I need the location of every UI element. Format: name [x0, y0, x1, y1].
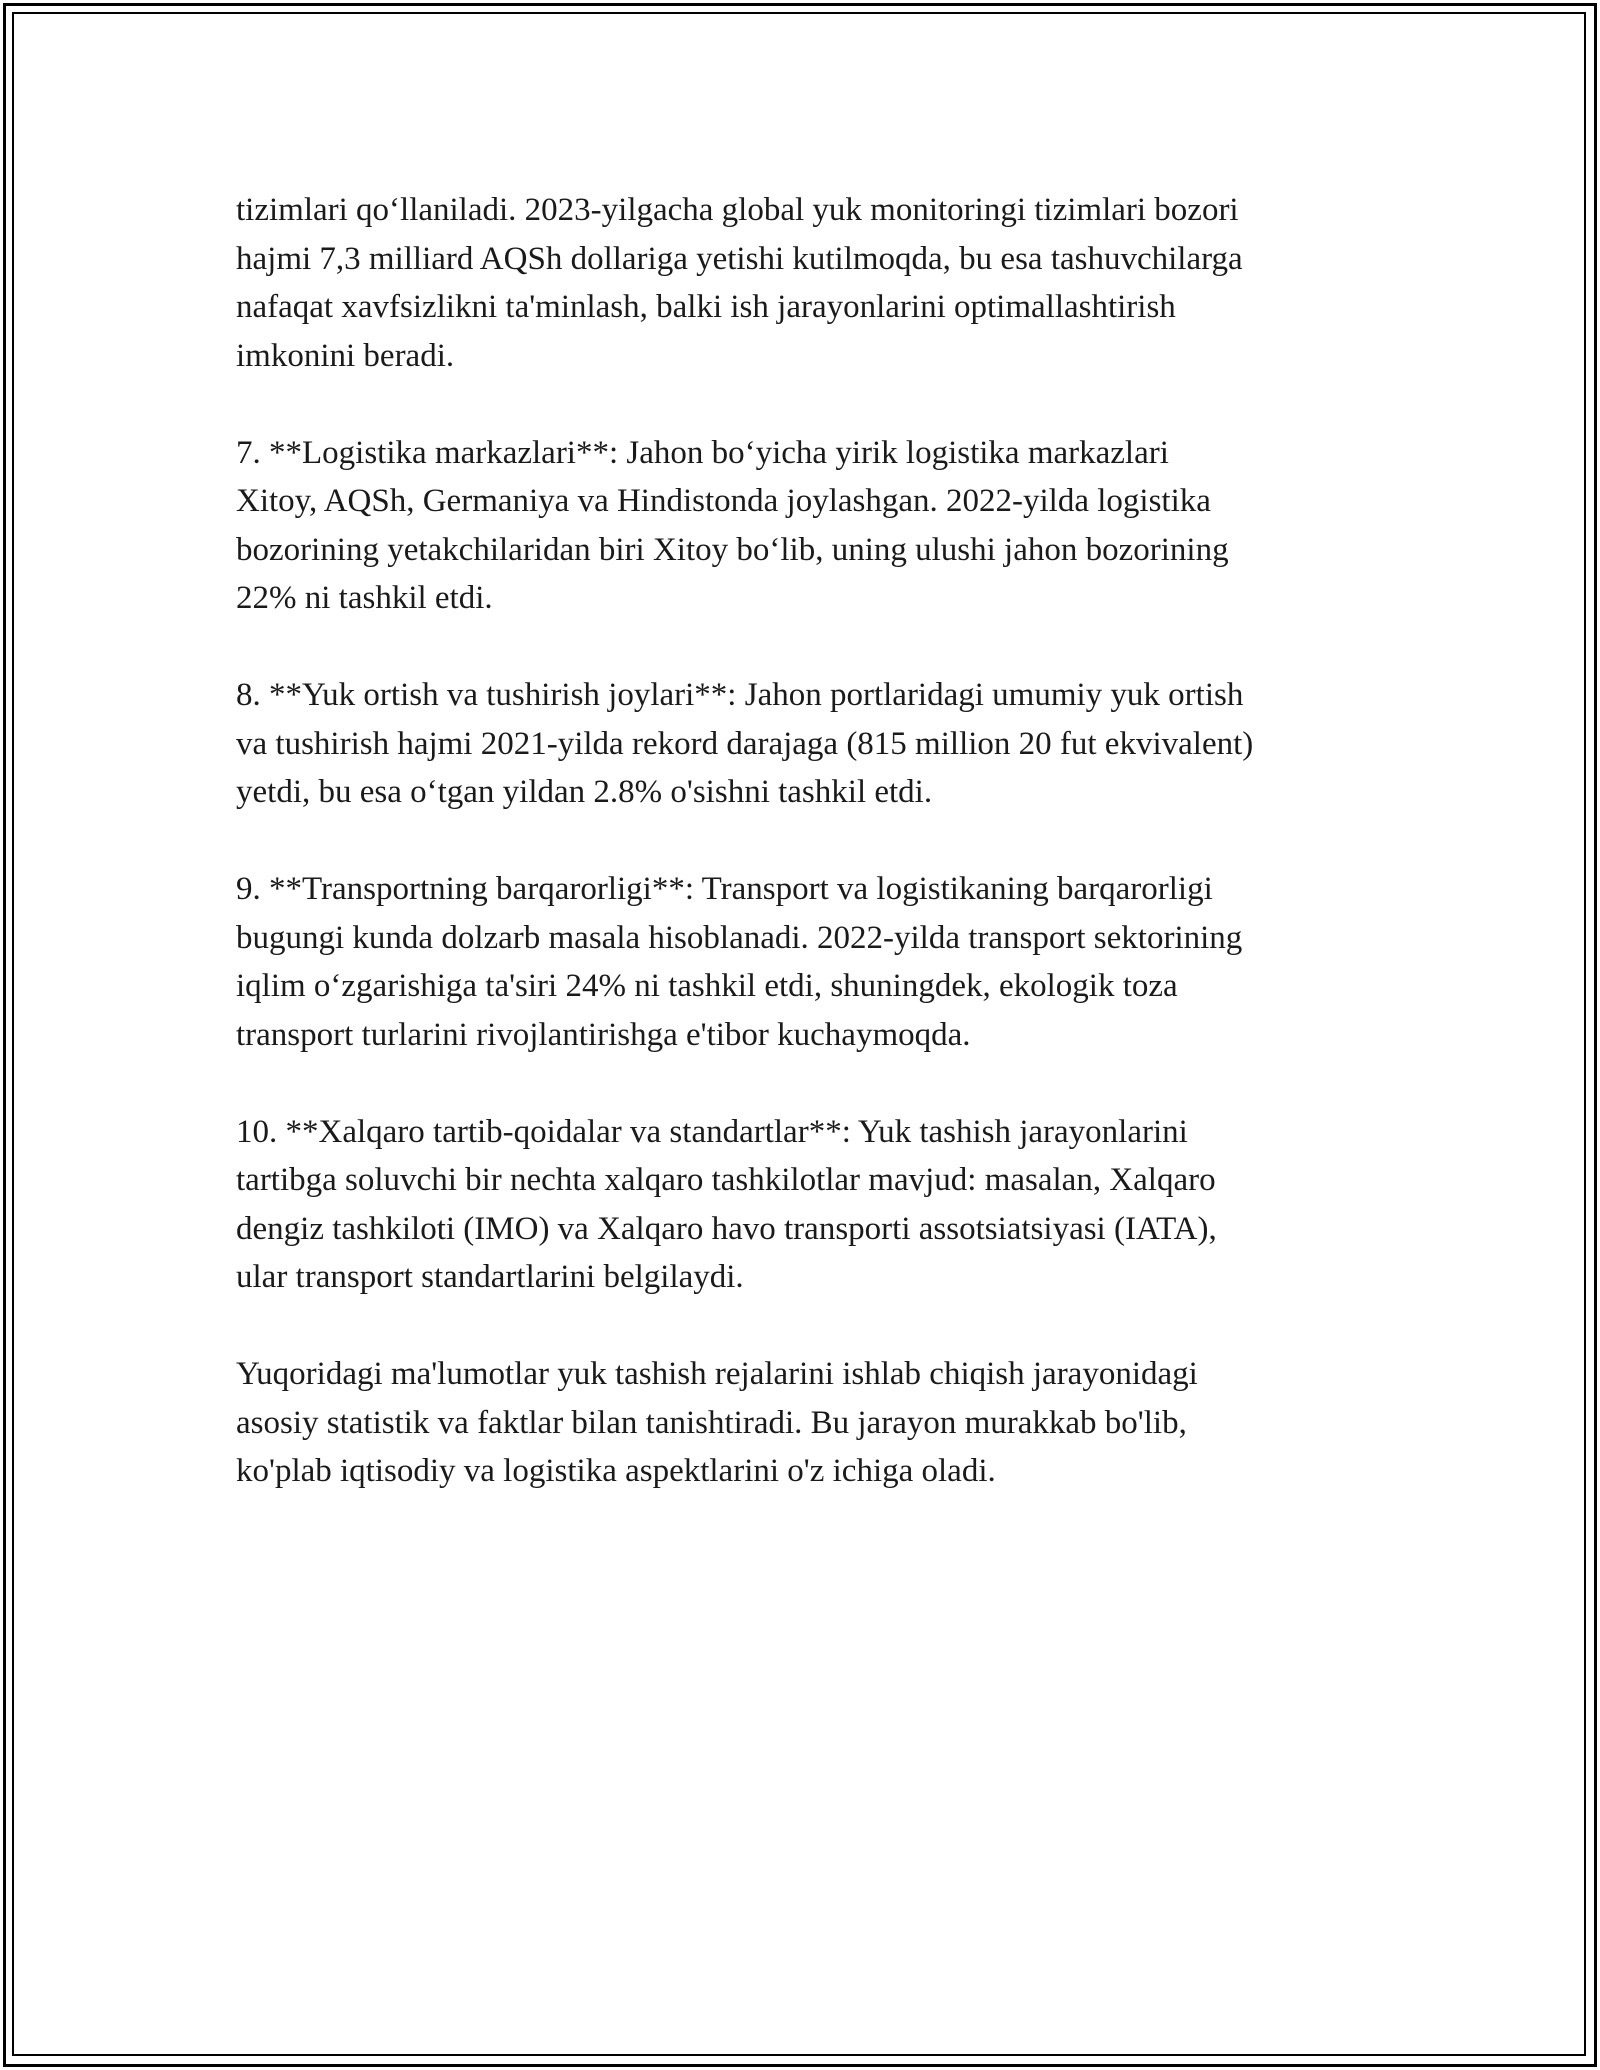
document-body	[236, 186, 1386, 1544]
text-line: ular transport standartlarini belgilaydi.	[236, 1259, 744, 1295]
text-line: bozorining yetakchilaridan biri Xitoy bo‘lib, uning ulushi jahon bozorining	[236, 531, 1229, 568]
text-line: Yuqoridagi ma'lumotlar yuk tashish rejalarini ishlab chiqish jarayonidagi	[236, 1356, 1198, 1392]
text-line: asosiy statistik va faktlar bilan tanishtiradi. Bu jarayon murakkab bo'lib,	[236, 1404, 1187, 1441]
text-line: 10. **Xalqaro tartib-qoidalar va standartlar**: Yuk tashish jarayonlarini	[236, 1113, 1188, 1150]
text-line: va tushirish hajmi 2021-yilda rekord darajaga (815 million 20 fut ekvivalent)	[236, 725, 1254, 762]
text-line: yetdi, bu esa o‘tgan yildan 2.8% o'sishni tashkil etdi.	[236, 774, 933, 810]
text-line: ko'plab iqtisodiy va logistika aspektlarini o'z ichiga oladi.	[236, 1453, 996, 1489]
text-line: Xitoy, AQSh, Germaniya va Hindistonda joylashgan. 2022-yilda logistika	[236, 483, 1211, 519]
text-line: dengiz tashkiloti (IMO) va Xalqaro havo transporti assotsiatsiyasi (IATA),	[236, 1210, 1217, 1247]
text-line: tartibga soluvchi bir nechta xalqaro tashkilotlar mavjud: masalan, Xalqaro	[236, 1162, 1216, 1198]
paragraph-international-rules	[236, 1108, 1386, 1302]
text-line: bugungi kunda dolzarb masala hisoblanadi. 2022-yilda transport sektorining	[236, 919, 1243, 956]
text-line: 9. **Transportning barqarorligi**: Transport va logistikaning barqarorligi	[236, 871, 1213, 907]
paragraph-conclusion	[236, 1350, 1386, 1496]
text-line: 7. **Logistika markazlari**: Jahon bo‘yicha yirik logistika markazlari	[236, 434, 1169, 471]
text-line: iqlim o‘zgarishiga ta'siri 24% ni tashkil etdi, shuningdek, ekologik toza	[236, 968, 1178, 1004]
text-line: nafaqat xavfsizlikni ta'minlash, balki ish jarayonlarini optimallashtirish	[236, 289, 1176, 325]
text-line: imkonini beradi.	[236, 337, 455, 374]
text-line: transport turlarini rivojlantirishga e'tibor kuchaymoqda.	[236, 1016, 971, 1053]
text-line: 8. **Yuk ortish va tushirish joylari**: Jahon portlaridagi umumiy yuk ortish	[236, 677, 1244, 713]
text-line: hajmi 7,3 milliard AQSh dollariga yetishi kutilmoqda, bu esa tashuvchilarga	[236, 240, 1243, 277]
paragraph-loading-sites	[236, 671, 1386, 817]
text-line: tizimlari qo‘llaniladi. 2023-yilgacha global yuk monitoringi tizimlari bozori	[236, 192, 1239, 228]
paragraph-monitoring	[236, 186, 1386, 380]
paragraph-sustainability	[236, 865, 1386, 1059]
paragraph-logistics-centers	[236, 429, 1386, 623]
text-line: 22% ni tashkil etdi.	[236, 580, 493, 616]
